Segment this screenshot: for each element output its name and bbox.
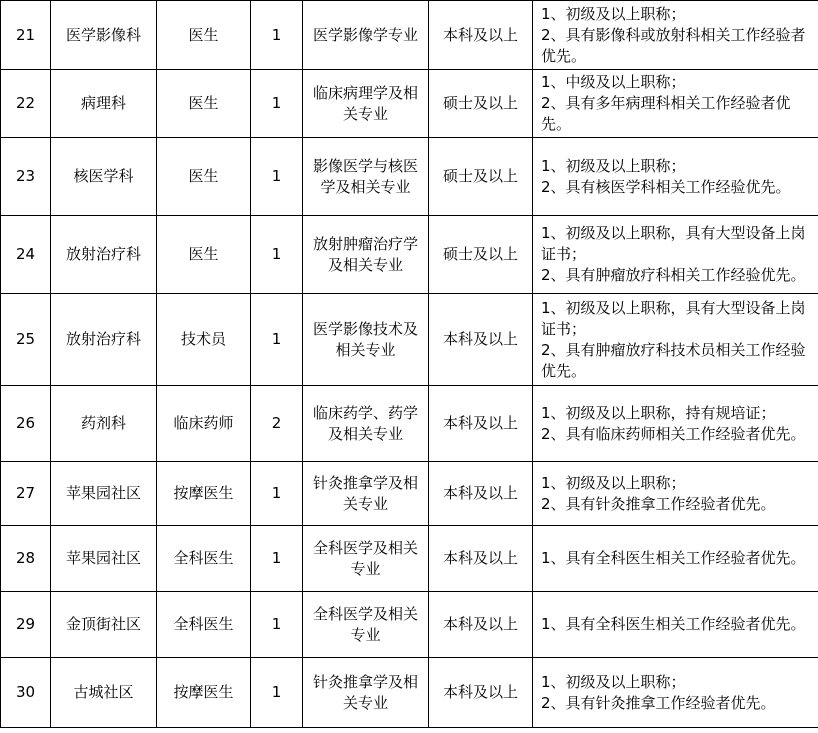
- department-cell: 放射治疗科: [51, 216, 157, 294]
- requirement-line: 2、具有肿瘤放疗科相关工作经验优先。: [541, 266, 806, 284]
- table-row: [1, 386, 818, 462]
- table-row: [1, 294, 818, 386]
- requirement-line: 1、初级及以上职称，具有大型设备上岗证书；: [541, 298, 806, 338]
- position-cell: 医生: [157, 1, 251, 70]
- requirement-line: 2、具有针灸推拿工作经验者优先。: [541, 494, 776, 513]
- row-number-cell: 25: [1, 294, 51, 386]
- education-cell: 本科及以上: [429, 1, 533, 70]
- table-row: [1, 216, 818, 294]
- requirements-cell: [533, 658, 818, 728]
- major-cell: 医学影像技术及相关专业: [303, 294, 429, 386]
- department-cell: 病理科: [51, 70, 157, 138]
- department-cell: 核医学科: [51, 138, 157, 216]
- row-number-cell: 23: [1, 138, 51, 216]
- major-cell: 放射肿瘤治疗学及相关专业: [303, 216, 429, 294]
- requirement-line: 2、具有针灸推拿工作经验者优先。: [541, 693, 776, 712]
- requirement-line: 1、初级及以上职称；: [541, 672, 686, 691]
- position-cell: 医生: [157, 70, 251, 138]
- headcount-cell: 1: [251, 592, 303, 658]
- education-cell: 本科及以上: [429, 592, 533, 658]
- position-cell: 技术员: [157, 294, 251, 386]
- row-number-cell: 22: [1, 70, 51, 138]
- requirements-cell: [533, 70, 818, 138]
- headcount-cell: 1: [251, 216, 303, 294]
- department-cell: 放射治疗科: [51, 294, 157, 386]
- row-number-cell: 21: [1, 1, 51, 70]
- requirements-cell: [533, 216, 818, 294]
- education-cell: 本科及以上: [429, 462, 533, 526]
- requirement-line: 1、具有全科医生相关工作经验者优先。: [541, 549, 806, 567]
- major-cell: 医学影像学专业: [303, 1, 429, 70]
- education-cell: 本科及以上: [429, 658, 533, 728]
- requirement-line: 2、具有肿瘤放疗科技术员相关工作经验优先。: [541, 340, 806, 380]
- requirements-cell: [533, 386, 818, 462]
- row-number-cell: 28: [1, 526, 51, 592]
- row-number-cell: 30: [1, 658, 51, 728]
- requirement-line: 1、初级及以上职称；: [541, 473, 686, 492]
- requirement-line: 2、具有影像科或放射科相关工作经验者优先。: [541, 25, 806, 65]
- education-cell: 本科及以上: [429, 294, 533, 386]
- row-number-cell: 27: [1, 462, 51, 526]
- education-cell: 硕士及以上: [429, 70, 533, 138]
- row-number-cell: 29: [1, 592, 51, 658]
- table-body: [1, 1, 818, 728]
- education-cell: 本科及以上: [429, 386, 533, 462]
- table-row: [1, 592, 818, 658]
- requirements-cell: [533, 526, 818, 592]
- requirements-cell: [533, 294, 818, 386]
- requirements-cell: [533, 462, 818, 526]
- headcount-cell: 1: [251, 70, 303, 138]
- requirement-line: 2、具有多年病理科相关工作经验者优先。: [541, 94, 791, 133]
- education-cell: 硕士及以上: [429, 138, 533, 216]
- major-cell: 全科医学及相关专业: [303, 526, 429, 592]
- requirement-line: 2、具有临床药师相关工作经验者优先。: [541, 424, 806, 443]
- table-row: [1, 70, 818, 138]
- headcount-cell: 1: [251, 294, 303, 386]
- major-cell: 临床病理学及相关专业: [303, 70, 429, 138]
- major-cell: 全科医学及相关专业: [303, 592, 429, 658]
- headcount-cell: 1: [251, 462, 303, 526]
- requirement-line: 1、中级及以上职称；: [541, 73, 686, 91]
- requirements-cell: [533, 592, 818, 658]
- department-cell: 古城社区: [51, 658, 157, 728]
- position-cell: 临床药师: [157, 386, 251, 462]
- requirement-line: 1、初级及以上职称；: [541, 156, 686, 175]
- table-row: [1, 526, 818, 592]
- row-number-cell: 26: [1, 386, 51, 462]
- table-row: [1, 1, 818, 70]
- department-cell: 药剂科: [51, 386, 157, 462]
- headcount-cell: 2: [251, 386, 303, 462]
- position-cell: 医生: [157, 138, 251, 216]
- major-cell: 影像医学与核医学及相关专业: [303, 138, 429, 216]
- position-cell: 全科医生: [157, 592, 251, 658]
- requirement-line: 2、具有核医学科相关工作经验优先。: [541, 177, 791, 196]
- education-cell: 硕士及以上: [429, 216, 533, 294]
- department-cell: 苹果园社区: [51, 462, 157, 526]
- table-row: [1, 658, 818, 728]
- major-cell: 针灸推拿学及相关专业: [303, 658, 429, 728]
- headcount-cell: 1: [251, 138, 303, 216]
- headcount-cell: 1: [251, 1, 303, 70]
- position-cell: 全科医生: [157, 526, 251, 592]
- department-cell: 苹果园社区: [51, 526, 157, 592]
- requirements-cell: [533, 138, 818, 216]
- requirement-line: 1、初级及以上职称；: [541, 4, 686, 23]
- table-row: [1, 462, 818, 526]
- headcount-cell: 1: [251, 658, 303, 728]
- row-number-cell: 24: [1, 216, 51, 294]
- table-row: [1, 138, 818, 216]
- education-cell: 本科及以上: [429, 526, 533, 592]
- position-cell: 按摩医生: [157, 658, 251, 728]
- requirement-line: 1、初级及以上职称，持有规培证；: [541, 403, 776, 422]
- requirement-line: 1、具有全科医生相关工作经验者优先。: [541, 615, 806, 633]
- department-cell: 金顶街社区: [51, 592, 157, 658]
- major-cell: 针灸推拿学及相关专业: [303, 462, 429, 526]
- position-cell: 按摩医生: [157, 462, 251, 526]
- department-cell: 医学影像科: [51, 1, 157, 70]
- position-cell: 医生: [157, 216, 251, 294]
- major-cell: 临床药学、药学及相关专业: [303, 386, 429, 462]
- headcount-cell: 1: [251, 526, 303, 592]
- requirement-line: 1、初级及以上职称，具有大型设备上岗证书；: [541, 224, 806, 263]
- requirements-cell: [533, 1, 818, 70]
